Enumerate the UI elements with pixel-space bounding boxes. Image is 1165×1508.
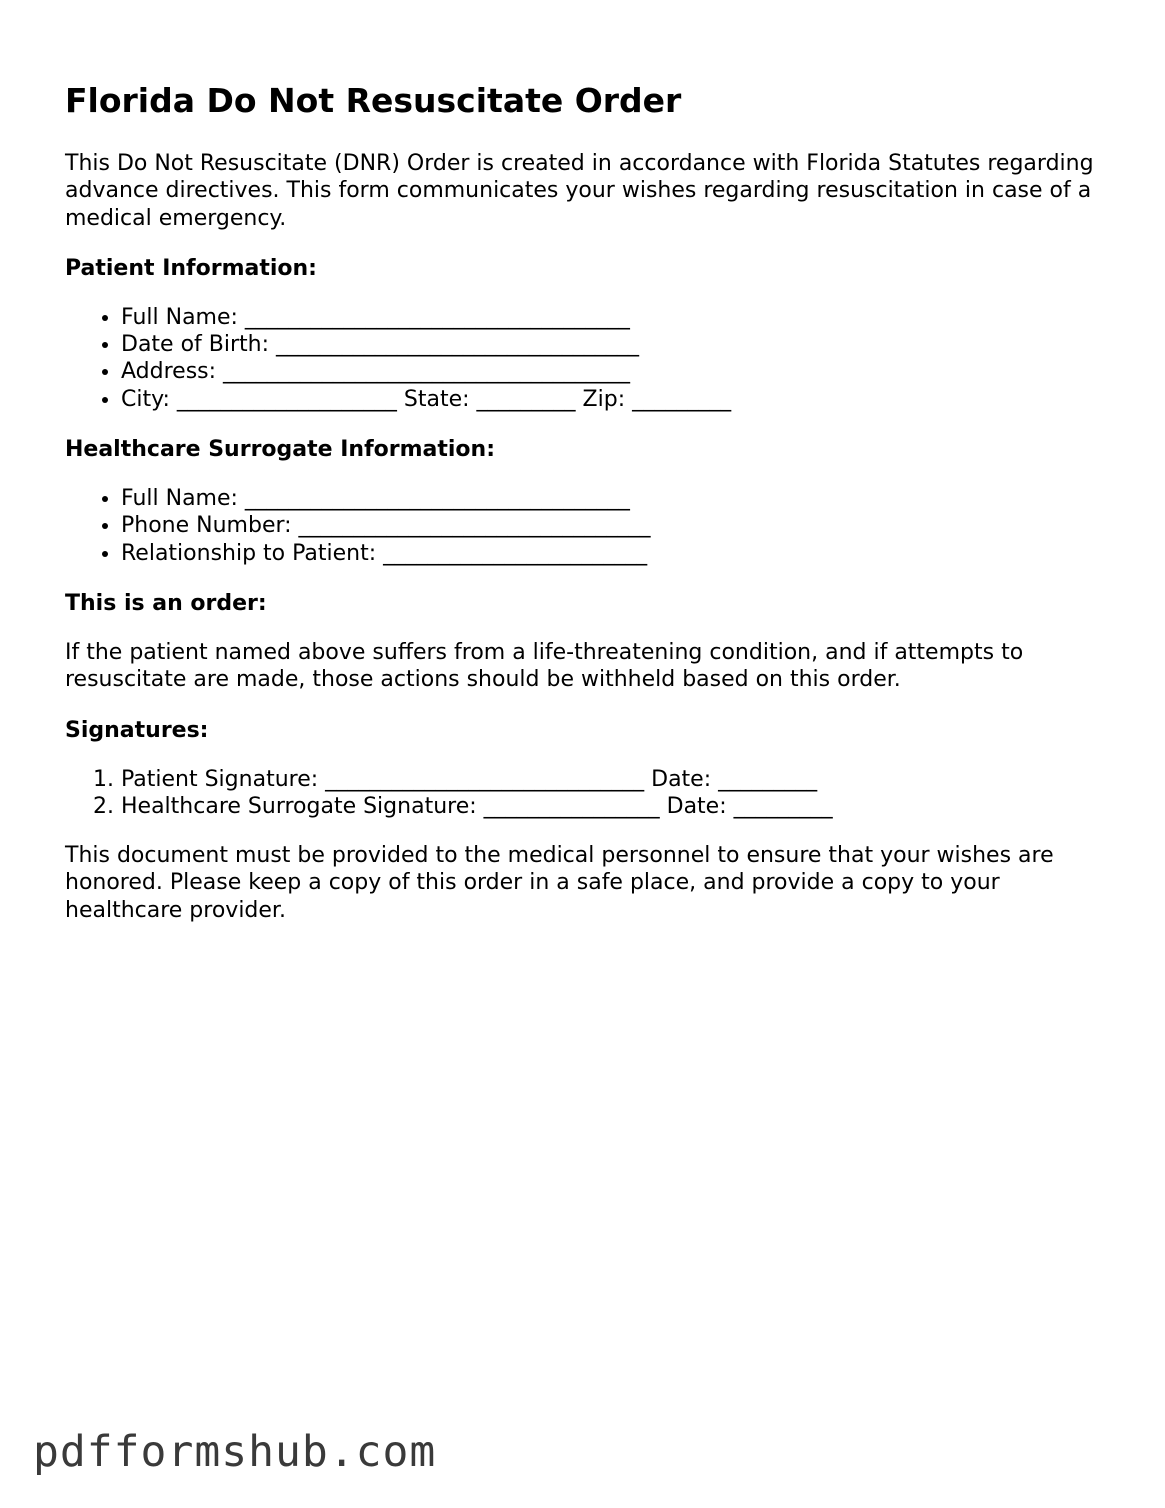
signatures-heading: Signatures: (65, 717, 209, 743)
document-title: Florida Do Not Resuscitate Order (65, 81, 682, 120)
patient-info-heading: Patient Information: (65, 255, 317, 281)
patient-dob-field[interactable]: • Date of Birth: _________________________________ (121, 331, 1105, 358)
patient-signature-field[interactable]: 1. Patient Signature: _____________________________ Date: _________ (121, 766, 1105, 793)
patient-full-name-field[interactable]: • Full Name: ___________________________________ (121, 304, 1105, 331)
patient-city-state-zip-field[interactable]: • City: ____________________ State: _________ Zip: _________ (121, 386, 1105, 413)
surrogate-info-heading: Healthcare Surrogate Information: (65, 437, 496, 463)
order-paragraph: If the patient named above suffers from a life-threatening condition, and if attempts to resuscitate are made, those actions should be withheld based on this order. (65, 639, 1024, 693)
surrogate-phone-field[interactable]: • Phone Number: ________________________________ (121, 512, 1105, 539)
order-heading: This is an order: (65, 590, 267, 616)
intro-paragraph: This Do Not Resuscitate (DNR) Order is created in accordance with Florida Statutes regarding advance directives. This form communicates your wishes regarding resuscitation in case of a medical emergency. (65, 151, 1094, 231)
surrogate-info-list (65, 485, 1105, 567)
document-page (65, 78, 1105, 924)
patient-address-field[interactable]: • Address: _____________________________________ (121, 358, 1105, 385)
closing-paragraph: This document must be provided to the medical personnel to ensure that your wishes are honored. Please keep a copy of this order in a safe place, and provide a copy to your healthcare provider. (65, 843, 1054, 923)
signatures-list (65, 766, 1105, 821)
surrogate-full-name-field[interactable]: • Full Name: ___________________________________ (121, 485, 1105, 512)
surrogate-relationship-field[interactable]: • Relationship to Patient: ________________________ (121, 540, 1105, 567)
patient-info-list (65, 304, 1105, 413)
watermark-text: pdfformshub.com (33, 1427, 437, 1477)
surrogate-signature-field[interactable]: 2. Healthcare Surrogate Signature: ________________ Date: _________ (121, 793, 1105, 820)
